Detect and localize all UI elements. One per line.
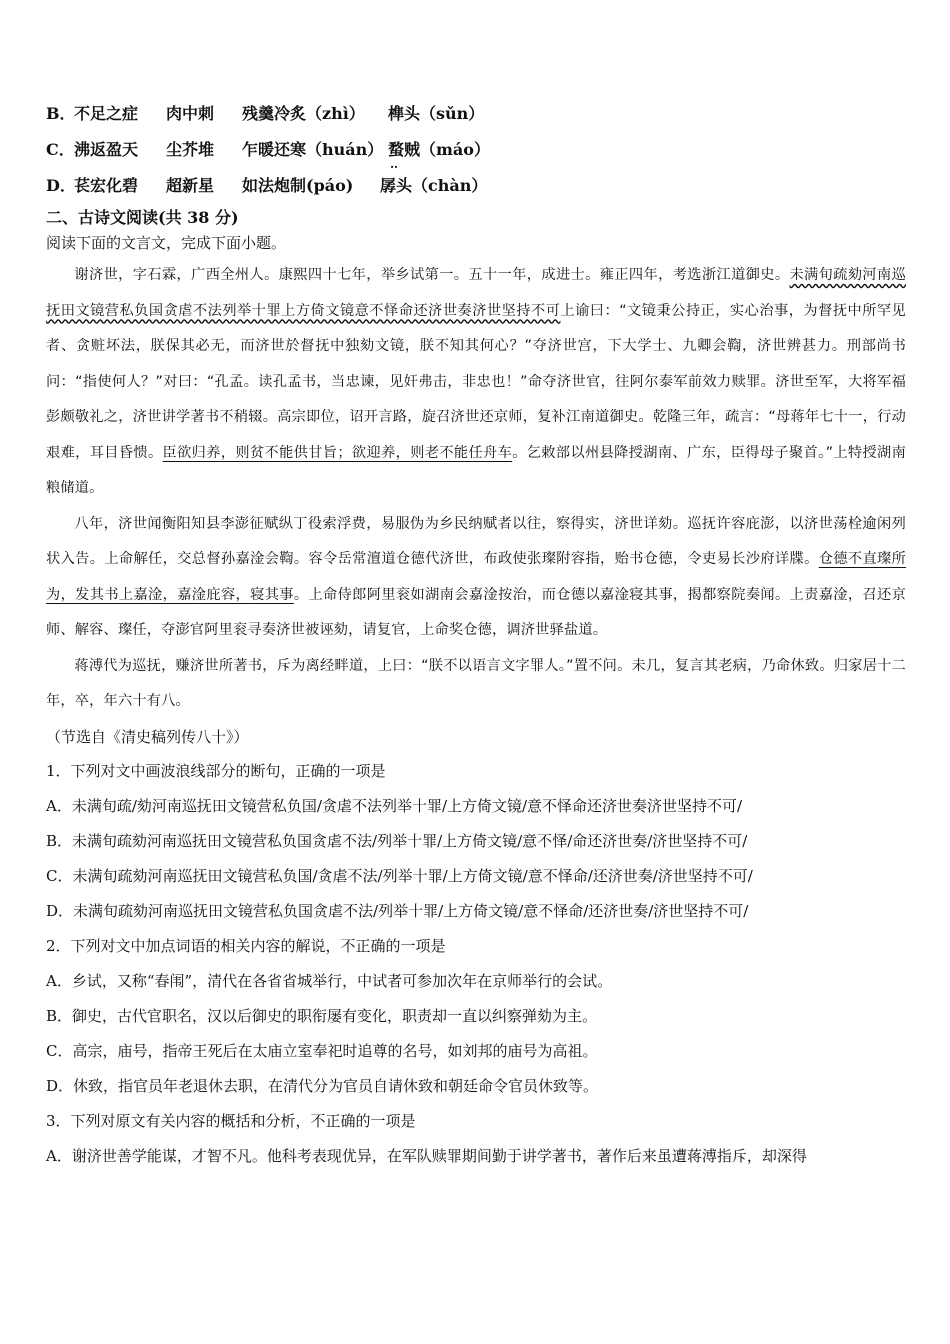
question-option: B．未满旬疏劾河南巡抚田文镜营私负国贪虐不法/列举十罪/上方倚文镜/意不怿/命还济世奏/济世坚持不可/ (46, 831, 748, 850)
underlined-sentence: 仓德不直璨所为，发其书上嘉淦，嘉淦庇容，寝其事 (46, 551, 907, 603)
question-stem: 1．下列对文中画波浪线部分的断句，正确的一项是 (46, 761, 386, 780)
question-option: B．御史，古代官职名，汉以后御史的职衔屡有变化，职责却一直以纠察弹劾为主。 (46, 1006, 598, 1025)
option-letter: D． (46, 176, 76, 195)
option-row-c (46, 132, 906, 168)
document-page (46, 96, 906, 1174)
question-stem: 2．下列对文中加点词语的相关内容的解说，不正确的一项是 (46, 936, 446, 955)
question-option: D．未满旬疏劾河南巡抚田文镜营私负国贪虐不法/列举十罪/上方倚文镜/意不怿命/还济世奏/济世坚持不可/ (46, 901, 749, 920)
wavy-underlined-text: 未满旬疏劾河南巡抚田文镜营私负国贪虐不法列举十罪上方倚文镜意不怿命还济世奏济世坚持不可 (46, 267, 906, 319)
option-row-b (46, 96, 906, 132)
option-item: 超新星 (166, 176, 215, 195)
option-item: 蝥贼（máo） ‥ (388, 132, 490, 168)
question-2 (46, 929, 906, 1104)
option-item: 尘芥堆 (166, 140, 215, 159)
section-title: 二、古诗文阅读(共 38 分) (46, 208, 239, 227)
underlined-sentence: 臣欲归养，则贫不能供甘旨；欲迎养，则老不能任舟车 (162, 444, 513, 461)
question-option: D．休致，指官员年老退休去职，在清代分为官员自请休致和朝廷命令官员休致等。 (46, 1076, 599, 1095)
option-item: 残羹冷炙（zhì） (242, 104, 365, 123)
option-item: 孱头（chàn） (380, 176, 488, 195)
question-stem: 3．下列对原文有关内容的概括和分析，不正确的一项是 (46, 1111, 416, 1130)
option-item: 苌宏化碧 (74, 176, 139, 195)
passage-text: 上谕曰：“文镜秉公持正，实心治事，为督抚中所罕见者、贪赃坏法，朕保其必无，而济世於督抚中独劾文镜，朕不知其何心？”夺济世宫，下大学士、九卿会鞫，济世辨甚力。刑部尚书问：“指使何人？”对曰：“孔孟。读孔孟书，当忠谏，见奸弗击，非忠也！”命夺济世官，往阿尔泰军前效力赎罪。济世至军，大将军福彭颇敬礼之，济世讲学著书不稍辍。高宗即位，诏开言路，旋召济世还京师，复补江南道御史。乾隆三年，疏言：“母蒋年七十一，行动艰难，耳目昏愦。 (46, 302, 906, 461)
option-item: 肉中刺 (166, 104, 215, 123)
option-item: 沸返盈天 (74, 140, 139, 159)
options-block (46, 96, 906, 204)
question-option: A．谢济世善学能谋，才智不凡。他科考表现优异，在军队赎罪期间勤于讲学著书，著作后来虽遭蒋溥指斥，却深得 (46, 1146, 807, 1165)
passage-text: 谢济世，字石霖，广西全州人。康熙四十七年，举乡试第一。五十一年，成进士。雍正四年，考选浙江道御史。 (74, 267, 790, 283)
question-option: A．乡试，又称“春闱”，清代在各省省城举行，中试者可参加次年在京师举行的会试。 (46, 971, 613, 990)
passage-text: 八年，济世闻衡阳知县李澎征赋纵丁役索浮费，易服伪为乡民纳赋者以往，察得实，济世详劾。巡抚许容庇澎，以济世荡栓逾闲列状入告。上命解任，交总督孙嘉淦会鞫。容令岳常澶道仓德代济世，布政使张璨附容指，贻书仓德，令吏易长沙府详牒。 (46, 515, 906, 567)
option-letter: C． (46, 140, 75, 159)
passage-text: 。乞敕部以州县降授湖南、广东，臣得母子聚首。”上特授湖南粮储道。 (46, 444, 906, 496)
passage-paragraph-1 (46, 258, 906, 507)
question-option: C．未满旬疏劾河南巡抚田文镜营私负国/贪虐不法/列举十罪/上方倚文镜/意不怿命/还济世奏/济世坚持不可/ (46, 866, 753, 885)
option-item: 乍暖还寒（huán） (242, 140, 384, 159)
passage-paragraph-2 (46, 507, 906, 649)
passage-text: 。上命侍郎阿里衮如湖南会嘉淦按治，而仓德以嘉淦寝其事，揭都察院奏闻。上责嘉淦，召还京师、解容、璨任，夺澎官阿里衮寻奏济世被诬劾，请复官，上命奖仓德，调济世驿盐道。 (46, 586, 907, 638)
passage-paragraph-3: 蒋溥代为巡抚，赚济世所著书，斥为离经畔道，上曰：“朕不以语言文字罪人。”置不问。未几，复言其老病，乃命休致。归家居十二年，卒，年六十有八。 (46, 657, 906, 709)
question-1 (46, 754, 906, 929)
option-row-d (46, 168, 906, 204)
passage-source: （节选自《清史稿列传八十》） (46, 727, 249, 746)
question-option: A．未满旬疏/劾河南巡抚田文镜营私负国/贪虐不法列举十罪/上方倚文镜/意不怿命还济世奏济世坚持不可/ (46, 796, 743, 815)
option-item: 如法炮制(páo) (242, 176, 354, 195)
option-letter: B． (46, 104, 76, 123)
option-item: 不足之症 (74, 104, 139, 123)
section-intro: 阅读下面的文言文，完成下面小题。 (46, 234, 287, 252)
question-3 (46, 1104, 906, 1174)
option-item: 榫头（sǔn） (388, 104, 485, 123)
question-option: C．高宗，庙号，指帝王死后在太庙立室奉祀时追尊的名号，如刘邦的庙号为高祖。 (46, 1041, 598, 1060)
